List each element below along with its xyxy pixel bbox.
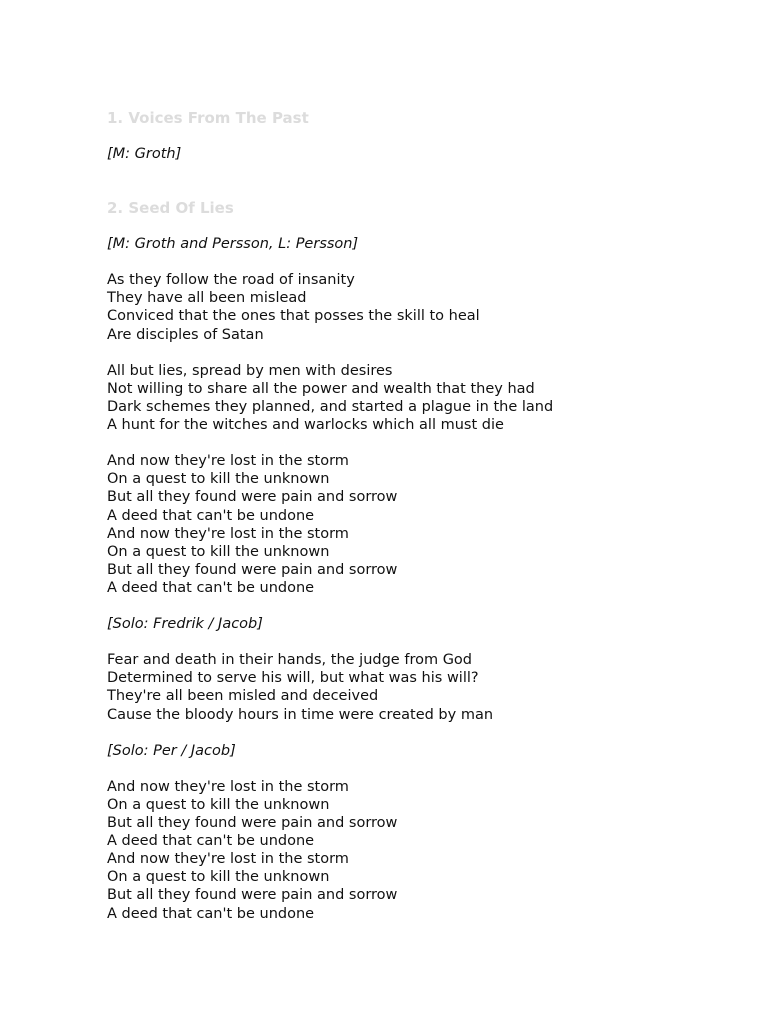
lyrics-page	[107, 109, 747, 923]
lyric-line: But all they found were pain and sorrow	[107, 561, 398, 578]
song-section	[107, 109, 747, 163]
lyric-line: On a quest to kill the unknown	[107, 869, 330, 886]
lyric-line: And now they're lost in the storm	[107, 453, 349, 470]
song-title: 2. Seed Of Lies	[107, 199, 234, 218]
lyric-line: A deed that can't be undone	[107, 507, 315, 524]
lyric-line: On a quest to kill the unknown	[107, 543, 330, 560]
lyric-line: Dark schemes they planned, and started a plague in the land	[107, 398, 554, 415]
lyric-line: And now they're lost in the storm	[107, 778, 349, 795]
lyric-line: Conviced that the ones that posses the skill to heal	[107, 308, 480, 325]
lyric-line: And now they're lost in the storm	[107, 851, 349, 868]
lyric-line: All but lies, spread by men with desires	[107, 362, 393, 379]
lyric-line: Are disciples of Satan	[107, 326, 264, 343]
solo-note: [Solo: Fredrik / Jacob]	[107, 616, 263, 633]
lyric-line: On a quest to kill the unknown	[107, 797, 330, 813]
song-credit: [M: Groth]	[107, 146, 182, 162]
verse	[107, 362, 747, 434]
lyric-line: But all they found were pain and sorrow	[107, 815, 398, 832]
lyric-line: They have all been mislead	[107, 290, 307, 307]
lyric-line: A deed that can't be undone	[107, 833, 315, 850]
song-credit: [M: Groth and Persson, L: Persson]	[107, 236, 359, 253]
lyric-line: As they follow the road of insanity	[107, 272, 355, 289]
lyric-line: But all they found were pain and sorrow	[107, 489, 398, 506]
lyric-line: A deed that can't be undone	[107, 579, 315, 596]
verse	[107, 651, 747, 723]
song-title: 1. Voices From The Past	[107, 109, 309, 127]
lyric-line: And now they're lost in the storm	[107, 525, 349, 542]
lyric-line: A deed that can't be undone	[107, 905, 315, 922]
lyric-line: Determined to serve his will, but what was his will?	[107, 670, 479, 687]
lyric-line: Not willing to share all the power and wealth that they had	[107, 380, 535, 397]
lyric-line: A hunt for the witches and warlocks which all must die	[107, 417, 504, 434]
lyric-line: They're all been misled and deceived	[107, 688, 379, 705]
lyric-line: Fear and death in their hands, the judge from God	[107, 652, 472, 669]
chorus	[107, 452, 747, 597]
verse	[107, 271, 747, 343]
song-section	[107, 199, 747, 923]
lyric-line: But all they found were pain and sorrow	[107, 887, 398, 904]
solo-note: [Solo: Per / Jacob]	[107, 742, 236, 759]
lyric-line: On a quest to kill the unknown	[107, 471, 330, 488]
lyric-line: Cause the bloody hours in time were created by man	[107, 706, 494, 723]
chorus	[107, 778, 747, 923]
